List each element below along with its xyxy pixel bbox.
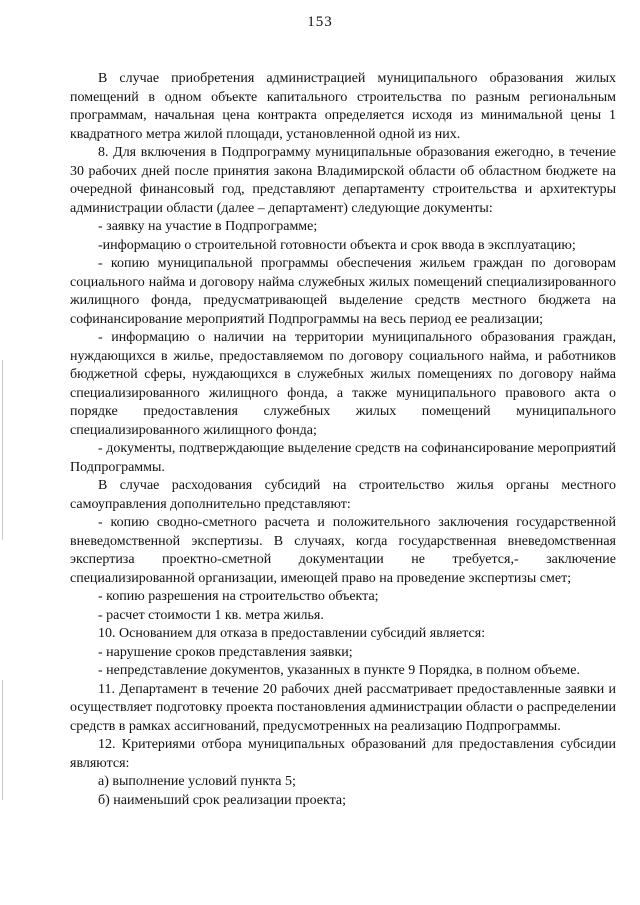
scan-edge-mark: [2, 680, 3, 800]
list-item-criterion-b: б) наименьший срок реализации проекта;: [98, 792, 347, 808]
list-item-municipal-program: - копию муниципальной программы обеспечения жильем граждан по договорам социального найма и договору найма служебных жилых помещений специализированного жилищного фонда, предусматривающей выделение средств местного бюджета на софинансирование мероприятий Подпрограммы на весь период ее реализации;: [70, 256, 616, 327]
paragraph-item-8: 8. Для включения в Подпрограмму муниципальные образования ежегодно, в течение 30 рабочих дней после принятия закона Владимирской области об областном бюджете на очередной финансовый год, представляют департаменту строительства и архитектуры администрации области (далее – департамент) следующие документы:: [70, 145, 616, 216]
paragraph-item-11: 11. Департамент в течение 20 рабочих дней рассматривает предоставленные заявки и осуществляет подготовку проекта постановления администрации области о распределении средств в рамках ассигнований, предусмотренных на реализацию Подпрограммы.: [70, 681, 616, 734]
list-item-cofinancing-documents: - документы, подтверждающие выделение средств на софинансирование мероприятий Подпрограммы.: [70, 441, 616, 475]
list-item-deadline-violation: - нарушение сроков представления заявки;: [98, 644, 353, 660]
list-item-permit-copy: - копию разрешения на строительство объекта;: [98, 589, 379, 604]
list-item-application: - заявку на участие в Подпрограмме;: [98, 219, 318, 234]
scan-edge-mark: [2, 360, 3, 540]
list-item-citizens-info: - информацию о наличии на территории муниципального образования граждан, нуждающихся в жилье, предоставляемом по договору социального найма, и работников бюджетной сферы, нуждающихся в служебных жилых помещениях по договору найма специализированного жилищного фонда, а также муниципального правового акта о порядке предоставления служебных жилых помещений муниципального специализированного жилищного фонда;: [70, 330, 616, 438]
paragraph-item-12: 12. Критериями отбора муниципальных образований для предоставления субсидии являются:: [70, 737, 616, 771]
list-item-estimate-copy: - копию сводно-сметного расчета и положительного заключения государственной вневедомственной экспертизы. В случаях, когда государственная вневедомственная экспертиза проектно-сметной документации не требуется,- заключение специализированной организации, имеющей право на проведение экспертизы смет;: [70, 515, 616, 586]
paragraph-purchase-price: В случае приобретения администрацией муниципального образования жилых помещений в одном объекте капитального строительства по разным региональным программам, начальная цена контракта определяется исходя из минимальной цены 1 квадратного метра жилой площади, установленной одной из них.: [70, 71, 616, 142]
paragraph-construction-spending: В случае расходования субсидий на строительство жилья органы местного самоуправления дополнительно представляют:: [70, 478, 616, 512]
page-number: 153: [307, 14, 333, 30]
list-item-missing-documents: - непредставление документов, указанных в пункте 9 Порядка, в полном объеме.: [98, 663, 580, 678]
list-item-criterion-a: а) выполнение условий пункта 5;: [98, 774, 296, 789]
list-item-cost-calculation: - расчет стоимости 1 кв. метра жилья.: [98, 607, 324, 623]
document-body: [70, 70, 616, 810]
paragraph-item-10: 10. Основанием для отказа в предоставлении субсидий является:: [98, 626, 486, 641]
list-item-readiness-info: -информацию о строительной готовности объекта и срок ввода в эксплуатацию;: [98, 237, 576, 253]
